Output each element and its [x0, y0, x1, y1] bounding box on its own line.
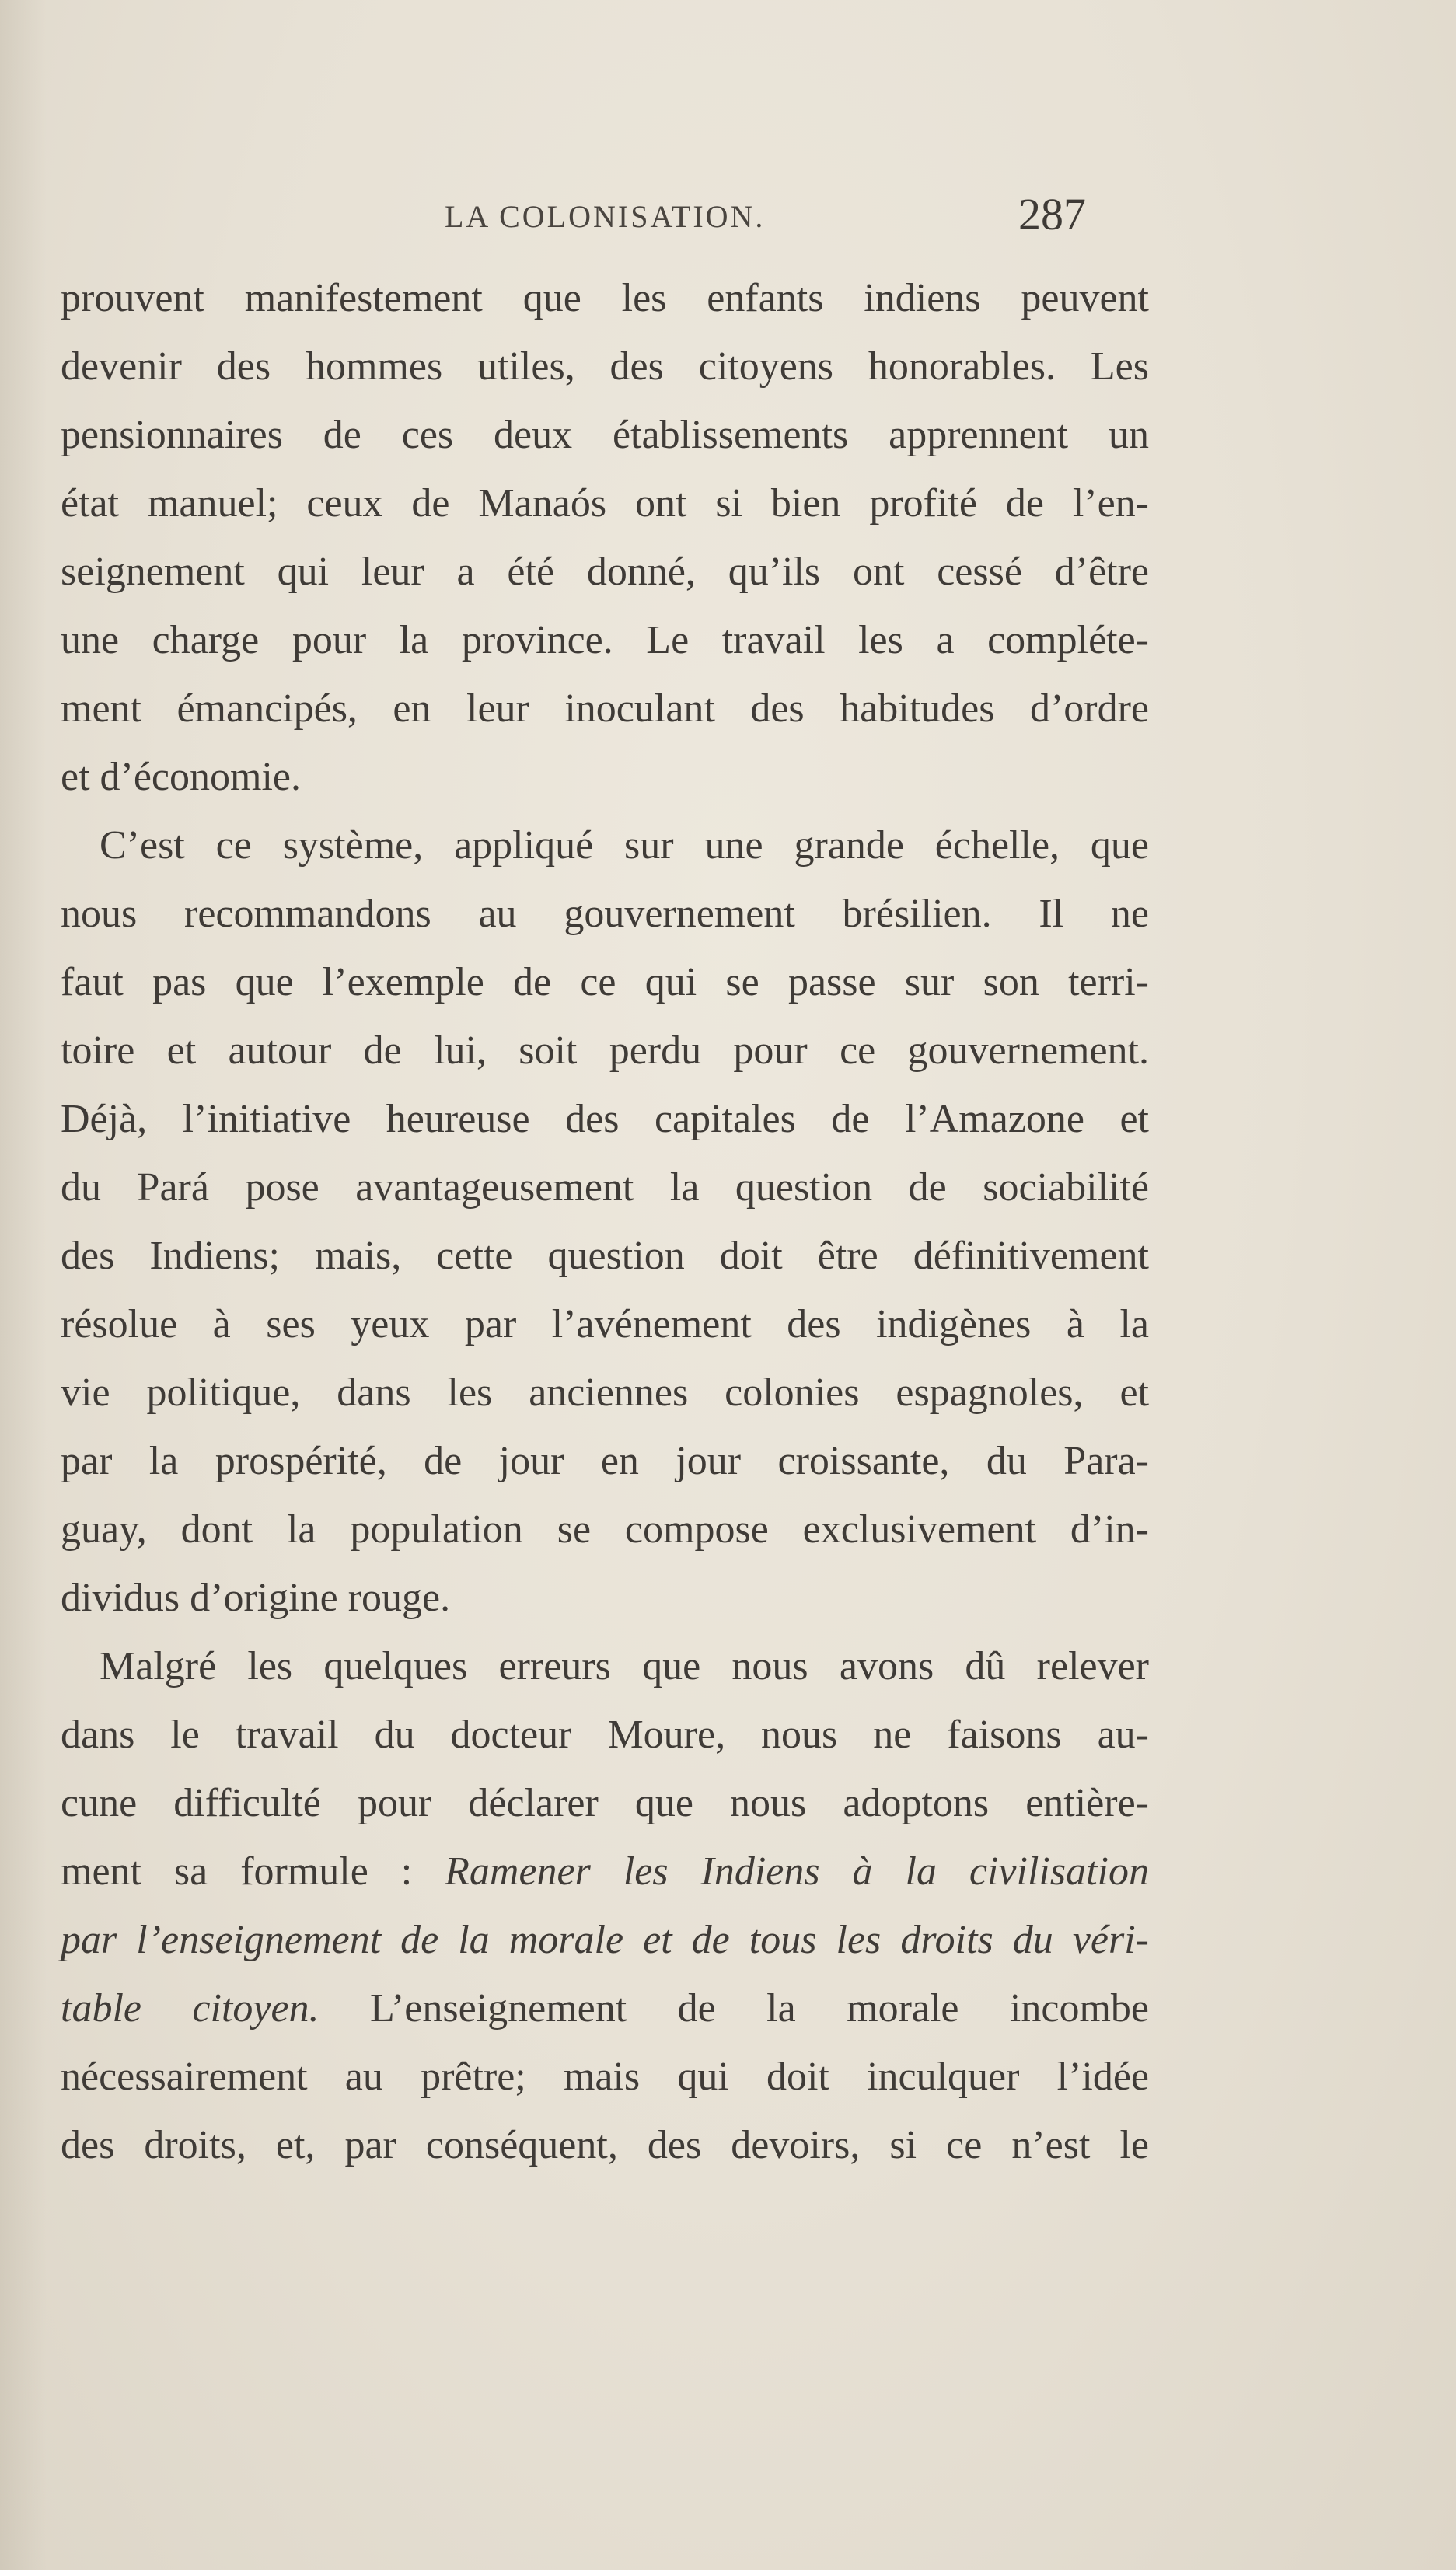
text-line: dans le travail du docteur Moure, nous ne faisons au-: [61, 1713, 1149, 1757]
text-line: par la prospérité, de jour en jour croissante, du Para-: [61, 1439, 1149, 1483]
italic-run: Ramener les Indiens à la civilisation: [445, 1849, 1149, 1894]
text-line: nous recommandons au gouvernement brésilien. Il ne: [61, 892, 1149, 936]
text-line: une charge pour la province. Le travail les a compléte-: [61, 618, 1149, 662]
text-line: état manuel; ceux de Manaós ont si bien profité de l’en-: [61, 481, 1149, 526]
text-line: Malgré les quelques erreurs que nous avons dû relever: [100, 1644, 1149, 1688]
text-line: et d’économie.: [61, 755, 301, 799]
text-line: prouvent manifestement que les enfants indiens peuvent: [61, 276, 1149, 320]
text-line: nécessairement au prêtre; mais qui doit inculquer l’idée: [61, 2055, 1149, 2099]
italic-run: par: [61, 1918, 117, 1962]
text-line: cune difficulté pour déclarer que nous adoptons entière-: [61, 1781, 1149, 1825]
italic-run: l’enseignement de la morale et de tous les droits du véri-: [136, 1918, 1150, 1962]
text-run: ment sa formule :: [61, 1849, 413, 1894]
page-gutter-shadow: [0, 0, 47, 2570]
italic-run: citoyen.: [192, 1986, 319, 2031]
text-line: des droits, et, par conséquent, des devoirs, si ce n’est le: [61, 2123, 1149, 2167]
running-head: [0, 0, 1456, 264]
italic-run: table: [61, 1986, 141, 2031]
running-head-title: LA COLONISATION.: [445, 199, 766, 234]
text-line: des Indiens; mais, cette question doit être définitivement: [61, 1234, 1149, 1278]
text-line: ment émancipés, en leur inoculant des habitudes d’ordre: [61, 686, 1149, 731]
text-line: résolue à ses yeux par l’avénement des indigènes à la: [61, 1302, 1149, 1346]
text-run: L’enseignement de la morale incombe: [370, 1986, 1149, 2031]
text-line: seignement qui leur a été donné, qu’ils ont cessé d’être: [61, 550, 1149, 594]
text-line: devenir des hommes utiles, des citoyens honorables. Les: [61, 344, 1149, 389]
text-line: [61, 1906, 1149, 1975]
text-line: Déjà, l’initiative heureuse des capitales de l’Amazone et: [61, 1097, 1149, 1141]
text-line: C’est ce système, appliqué sur une grande échelle, que: [100, 823, 1149, 868]
text-line: guay, dont la population se compose exclusivement d’in-: [61, 1507, 1149, 1552]
text-line: [61, 1838, 1149, 1906]
text-line: vie politique, dans les anciennes colonies espagnoles, et: [61, 1371, 1149, 1415]
text-line: pensionnaires de ces deux établissements apprennent un: [61, 413, 1149, 457]
page-number: 287: [1018, 189, 1086, 239]
text-line: du Pará pose avantageusement la question de sociabilité: [61, 1165, 1149, 1210]
text-line: toire et autour de lui, soit perdu pour ce gouvernement.: [61, 1028, 1149, 1073]
body-text: [61, 264, 1149, 2180]
text-line: dividus d’origine rouge.: [61, 1576, 451, 1620]
text-line: [61, 1975, 1149, 2043]
text-line: faut pas que l’exemple de ce qui se passe sur son terri-: [61, 960, 1149, 1004]
